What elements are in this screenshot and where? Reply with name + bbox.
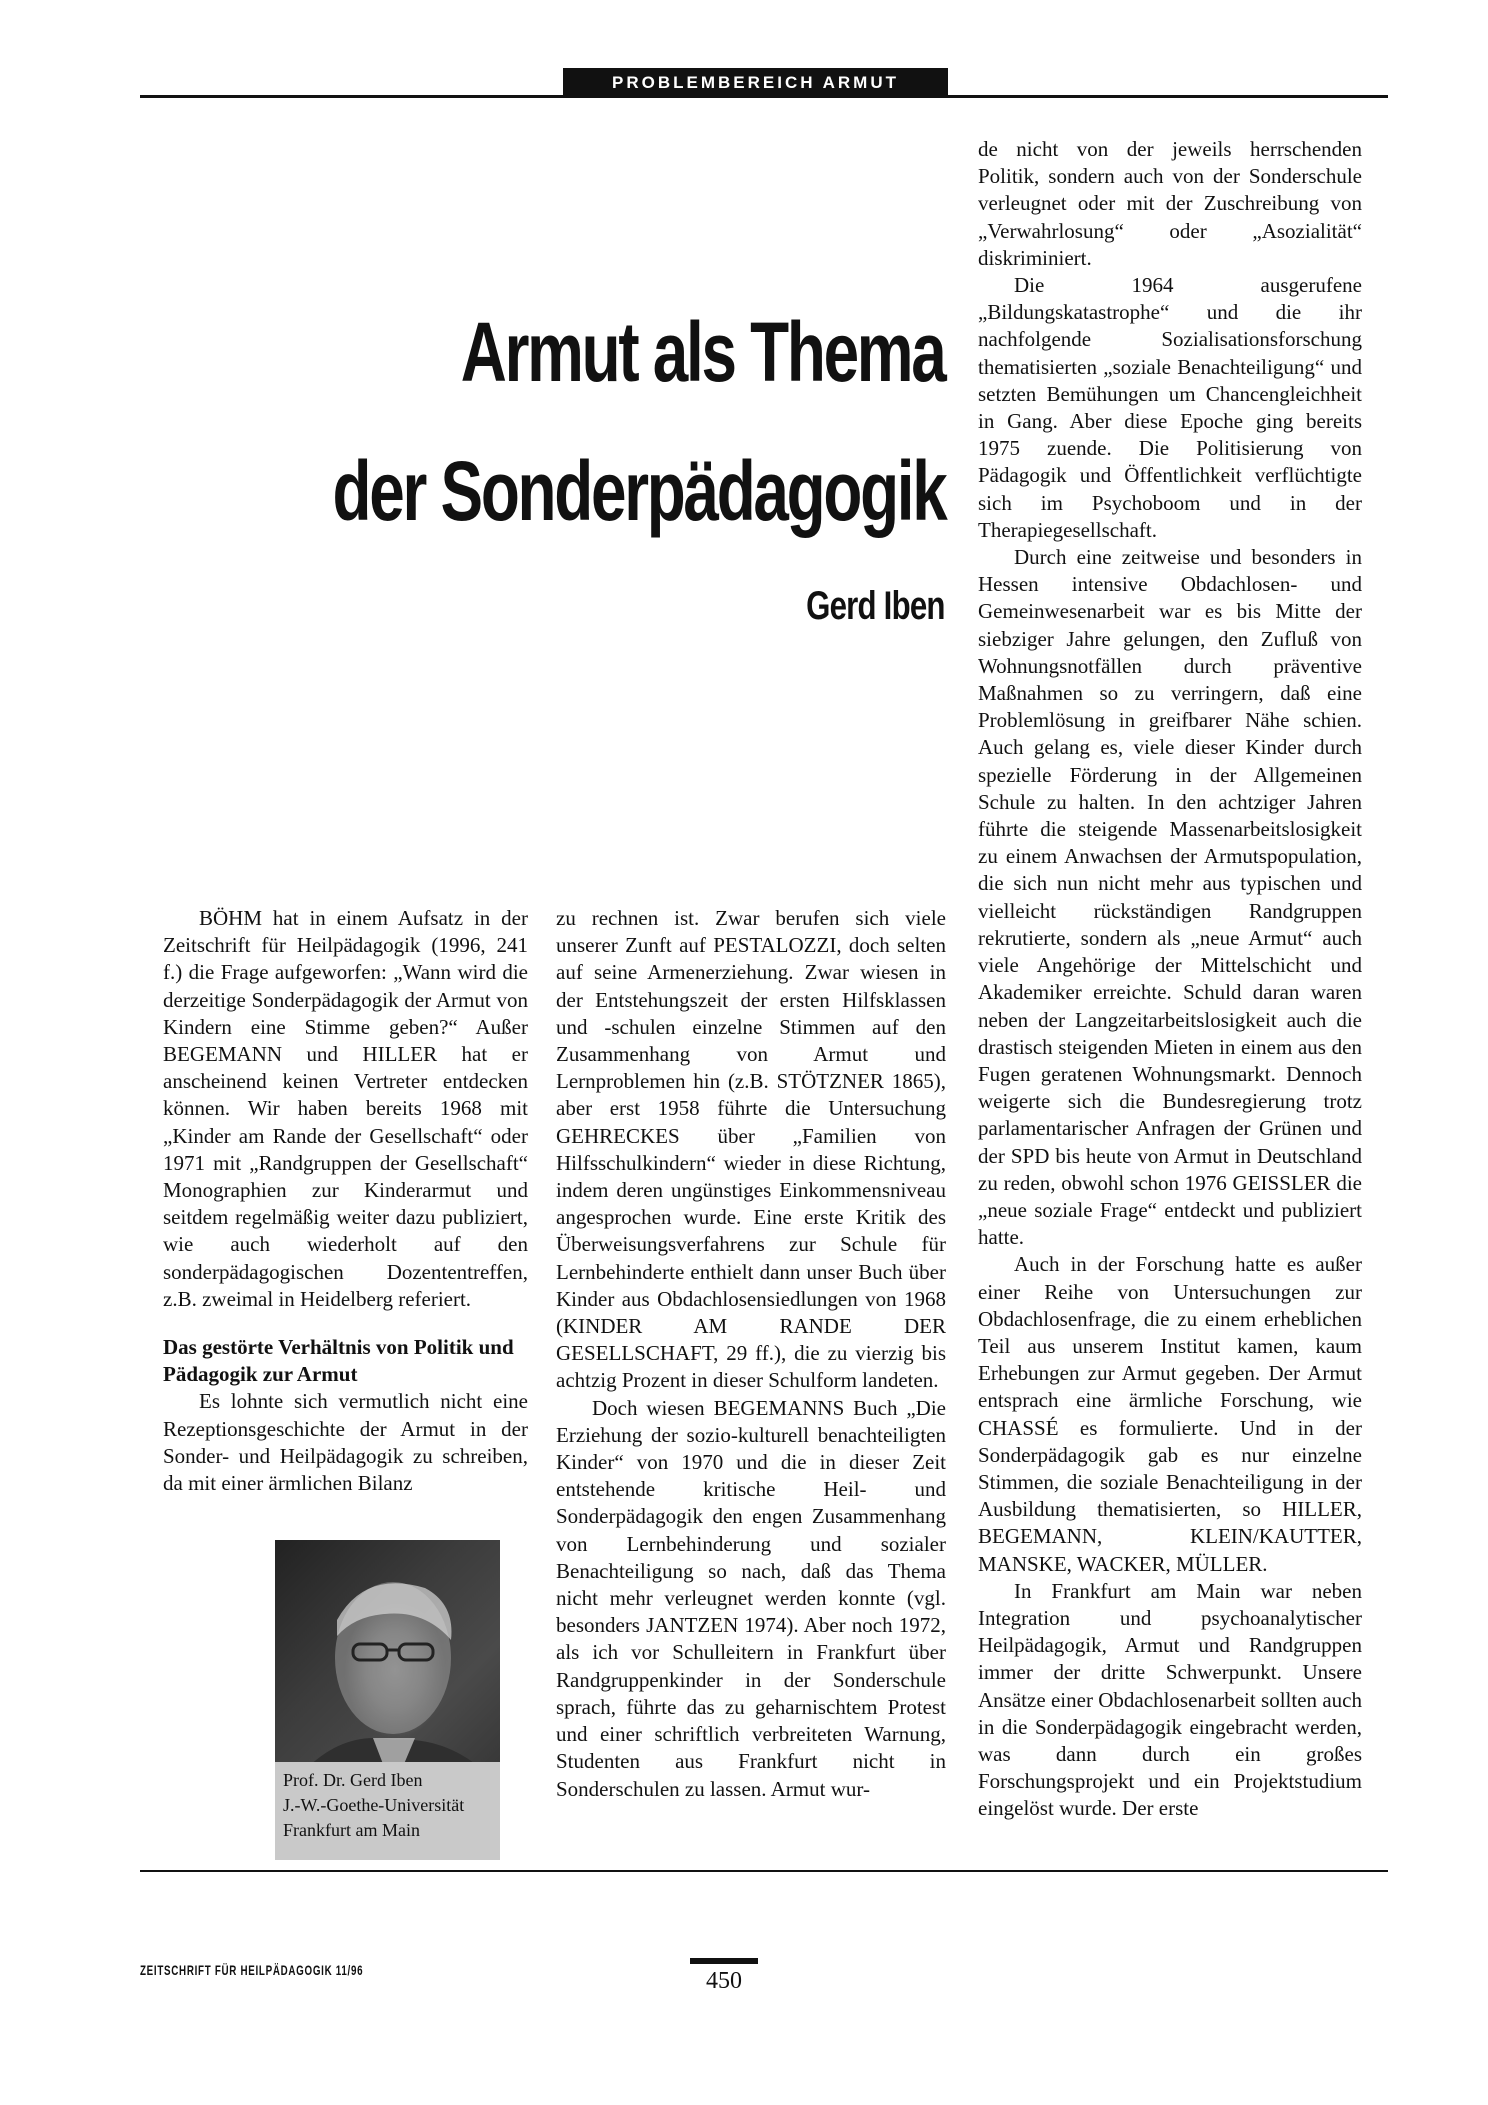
paragraph: Es lohnte sich vermutlich nicht eine Rezeptionsgeschichte der Armut in der Sonder- und Heilpädagogik zu schreiben, da mit einer ärmlichen Bilanz bbox=[163, 1389, 528, 1496]
caption-line: J.-W.-Goethe-Universität bbox=[283, 1795, 465, 1815]
text-column-2 bbox=[556, 905, 946, 1803]
paragraph: de nicht von der jeweils herrschenden Politik, sondern auch von der Sonderschule verleugnet oder mit der Zuschreibung von „Verwahrlosung“ oder „Asozialität“ diskriminiert. bbox=[978, 137, 1362, 270]
paragraph: Doch wiesen BEGEMANNS Buch „Die Erziehung der sozio-kulturell benachteiligten Kinder“ von 1970 und die in dieser Zeit entstehende kritische Heil- und Sonderpädagogik den engen Zusammenhang von Lernbehinderung und sozialer Benachteiligung so nach, daß das Thema nicht mehr verleugnet werden konnte (vgl. besonders JANTZEN 1974). Aber noch 1972, als ich vor Schulleitern in Frankfurt über Randgruppenkinder in der Sonderschule sprach, führte das zu geharnischtem Protest und einer schriftlich verbreiteten Warnung, Studenten aus Frankfurt nicht in Sonderschulen zu lassen. Armut wur- bbox=[556, 1395, 946, 1801]
author-name: Gerd Iben bbox=[806, 584, 945, 628]
text-column-3 bbox=[978, 136, 1362, 1823]
article-title-line-2: der Sonderpädagogik bbox=[332, 444, 945, 538]
section-header: PROBLEMBEREICH ARMUT bbox=[563, 68, 948, 98]
paragraph: Auch in der Forschung hatte es außer einer Reihe von Untersuchungen zur Obdachlosenfrage, die zu einem erheblichen Teil aus unserem Institut kamen, kaum Erhebungen zur Armut gegeben. Der Armut entsprach eine ärmliche Forschung, wie CHASSÉ es formulierte. Und in der Sonderpädagogik gab es nur einzelne Stimmen, die soziale Benachteiligung in der Ausbildung thematisierten, so HILLER, BEGEMANN, KLEIN/KAUTTER, MANSKE, WACKER, MÜLLER. bbox=[978, 1252, 1362, 1576]
paragraph: Die 1964 ausgerufene „Bildungskatastrophe“ und die ihr nachfolgende Sozialisationsforschung thematisierten „soziale Benachteiligung“ und setzten Bemühungen um Chancengleichheit in Gang. Aber diese Epoche ging bereits 1975 zuende. Die Politisierung von Pädagogik und Öffentlichkeit verflüchtigte sich im Psychoboom und in der Therapiegesellschaft. bbox=[978, 273, 1362, 542]
journal-name: ZEITSCHRIFT FÜR HEILPÄDAGOGIK 11/96 bbox=[140, 1962, 364, 1978]
article-title-line-1: Armut als Thema bbox=[461, 305, 945, 399]
paragraph: Durch eine zeitweise und besonders in Hessen intensive Obdachlosen- und Gemeinwesenarbeit war es bis Mitte der siebziger Jahre gelungen, den Zufluß von Wohnungsnotfällen durch präventive Maßnahmen so zu verringern, daß eine Problemlösung in greifbarer Nähe schien. Auch gelang es, viele dieser Kinder durch spezielle Förderung in der Allgemeinen Schule zu halten. In den achtziger Jahren führte die steigende Massenarbeitslosigkeit zu einem Anwachsen der Armutspopulation, die sich nun nicht mehr aus typischen und vielleicht rückständigen Randgruppen rekrutierte, sondern als „neue Armut“ auch viele Angehörige der Mittelschicht und Akademiker erreichte. Schuld daran waren neben der Langzeitarbeitslosigkeit auch die drastisch steigenden Mieten in einem aus den Fugen geratenen Wohnungsmarkt. Dennoch weigerte sich die Bundesregierung trotz parlamentarischer Anfragen der Grünen und der SPD bis heute von Armut in Deutschland zu reden, obwohl schon 1976 GEISSLER die „neue soziale Frage“ entdeckt und publiziert hatte. bbox=[978, 545, 1362, 1250]
paragraph: BÖHM hat in einem Aufsatz in der Zeitschrift für Heilpädagogik (1996, 241 f.) die Frage aufgeworfen: „Wann wird die derzeitige Sonderpädagogik der Armut von Kindern eine Stimme geben?“ Außer BEGEMANN und HILLER hat er anscheinend keinen Vertreter entdecken können. Wir haben bereits 1968 mit „Kinder am Rande der Gesellschaft“ oder 1971 mit „Randgruppen der Gesellschaft“ Monographien zur Kinderarmut und seitdem regelmäßig weiter dazu publiziert, wie auch wiederholt auf den sonderpädagogischen Dozententreffen, z.B. zweimal in Heidelberg referiert. bbox=[163, 906, 528, 1311]
page-number-bar bbox=[690, 1958, 758, 1964]
footer-rule bbox=[140, 1870, 1388, 1872]
page-number: 450 bbox=[706, 1968, 742, 1994]
caption-line: Prof. Dr. Gerd Iben bbox=[283, 1770, 423, 1790]
paragraph: In Frankfurt am Main war neben Integration und psychoanalytischer Heilpädagogik, Armut und Randgruppen immer der dritte Schwerpunkt. Unsere Ansätze einer Obdachlosenarbeit sollten auch in die Sonderpädagogik eingebracht werden, was dann durch ein großes Forschungsprojekt und ein Projektstudium eingelöst wurde. Der erste bbox=[978, 1578, 1362, 1821]
section-subheading: Das gestörte Verhältnis von Politik und Pädagogik zur Armut bbox=[163, 1335, 514, 1387]
author-photo bbox=[275, 1540, 500, 1860]
paragraph: zu rechnen ist. Zwar berufen sich viele unserer Zunft auf PESTALOZZI, doch selten auf seine Armenerziehung. Zwar wiesen in der Entstehungszeit der ersten Hilfsklassen und -schulen einzelne Stimmen auf den Zusammenhang von Armut und Lernproblemen hin (z.B. STÖTZNER 1865), aber erst 1958 führte die Untersuchung GEHRECKES über „Familien von Hilfsschulkindern“ wieder in diese Richtung, indem deren ungünstiges Einkommensniveau angesprochen wurde. Eine erste Kritik des Überweisungsverfahrens zur Schule für Lernbehinderte enthielt dann unser Buch über Kinder aus Obdachlosensiedlungen von 1968 (KINDER AM RANDE DER GESELLSCHAFT, 29 ff.), die zu vierzig bis achtzig Prozent in dieser Schulform landeten. bbox=[556, 906, 946, 1393]
text-column-1 bbox=[163, 905, 528, 1497]
caption-line: Frankfurt am Main bbox=[283, 1820, 420, 1840]
photo-caption bbox=[275, 1762, 500, 1860]
